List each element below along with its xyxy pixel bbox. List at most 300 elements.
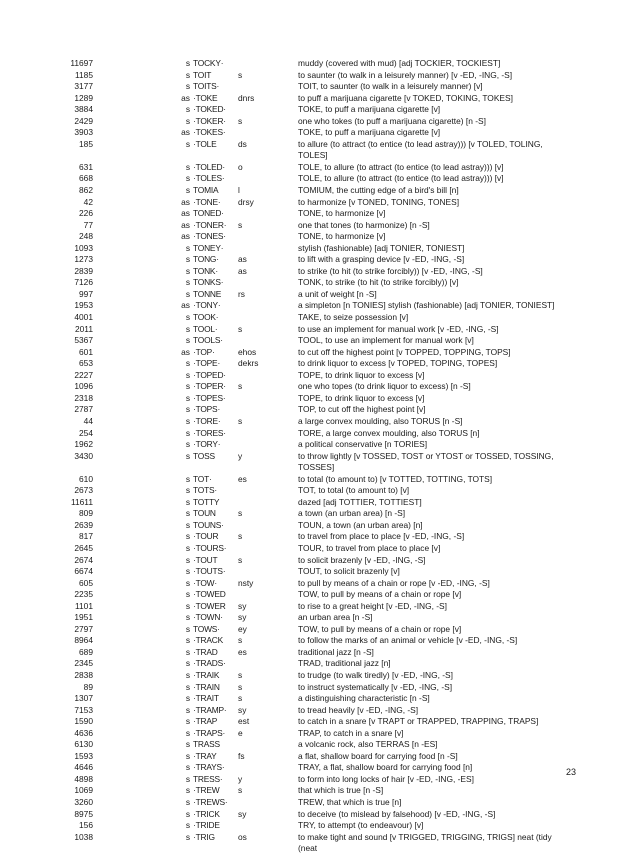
entry-count: 1093 bbox=[74, 242, 93, 253]
entry-tag: s bbox=[185, 115, 190, 126]
entry-extensions: fs bbox=[238, 750, 245, 761]
entry-count: 42 bbox=[83, 196, 93, 207]
list-item bbox=[0, 173, 638, 185]
entry-definition: TORE, a large convex moulding, also TORUS [n] bbox=[298, 427, 480, 438]
entry-word: ·TRAMP· bbox=[193, 704, 227, 715]
entry-count: 1038 bbox=[74, 831, 93, 842]
entry-definition: a distinguishing characteristic [n -S] bbox=[298, 693, 430, 704]
entry-tag: s bbox=[185, 323, 190, 334]
entry-word: TOOLS· bbox=[193, 335, 223, 346]
entry-word: TOT· bbox=[193, 473, 212, 484]
entry-tag: s bbox=[185, 739, 190, 750]
entry-count: 2838 bbox=[74, 669, 93, 680]
entry-extensions: rs bbox=[238, 288, 245, 299]
entry-word: TOUNS· bbox=[193, 519, 224, 530]
entry-word: TONEY· bbox=[193, 242, 224, 253]
entry-word: ·TOURS· bbox=[193, 542, 227, 553]
list-item bbox=[0, 439, 638, 451]
list-item bbox=[0, 416, 638, 428]
list-item bbox=[0, 381, 638, 393]
entry-count: 817 bbox=[79, 531, 93, 542]
entry-definition: TOLE, to allure (to attract (to entice (to lead astray))) [v] bbox=[298, 173, 504, 184]
entry-word: ·TOPS· bbox=[193, 404, 221, 415]
entry-tag: s bbox=[185, 762, 190, 773]
entry-count: 668 bbox=[79, 173, 93, 184]
entry-count: 4646 bbox=[74, 762, 93, 773]
entry-count: 3430 bbox=[74, 450, 93, 461]
entry-word: TRASS bbox=[193, 739, 220, 750]
entry-definition: to use an implement for manual work [v -ED, -ING, -S] bbox=[298, 323, 499, 334]
entry-count: 809 bbox=[79, 508, 93, 519]
entry-word: ·TREW bbox=[193, 785, 220, 796]
list-item bbox=[0, 601, 638, 613]
entry-count: 4001 bbox=[74, 312, 93, 323]
entry-definition: to make tight and sound [v TRIGGED, TRIGGING, TRIGS] neat (tidy (neat bbox=[298, 831, 552, 854]
entry-count: 185 bbox=[79, 138, 93, 149]
entry-word: ·TONES· bbox=[193, 231, 226, 242]
list-item bbox=[0, 809, 638, 821]
entry-definition: TONK, to strike (to hit (to strike forcibly)) [v] bbox=[298, 277, 459, 288]
entry-word: TONG· bbox=[193, 254, 219, 265]
entry-count: 1590 bbox=[74, 716, 93, 727]
entry-word: TONNE bbox=[193, 288, 222, 299]
list-item bbox=[0, 635, 638, 647]
entry-tag: s bbox=[185, 508, 190, 519]
entry-word: ·TRAIK bbox=[193, 669, 220, 680]
entry-count: 1962 bbox=[74, 439, 93, 450]
entry-tag: s bbox=[185, 288, 190, 299]
entry-tag: s bbox=[185, 531, 190, 542]
entry-count: 1101 bbox=[74, 600, 93, 611]
entry-definition: TOPE, to drink liquor to excess [v] bbox=[298, 392, 425, 403]
entry-definition: that which is true [n -S] bbox=[298, 785, 384, 796]
entry-extensions: nsty bbox=[238, 577, 254, 588]
entry-word: ·TONE· bbox=[193, 196, 221, 207]
entry-definition: to form into long locks of hair [v -ED, -ING, -ES] bbox=[298, 773, 474, 784]
entry-definition: TRAP, to catch in a snare [v] bbox=[298, 727, 404, 738]
list-item bbox=[0, 716, 638, 728]
entry-word: ·TOLE bbox=[193, 138, 217, 149]
entry-count: 7126 bbox=[74, 277, 93, 288]
entry-tag: s bbox=[185, 369, 190, 380]
entry-word: ·TOPER· bbox=[193, 381, 226, 392]
entry-word: ·TRAYS· bbox=[193, 762, 225, 773]
entry-definition: to strike (to hit (to strike forcibly)) [v -ED, -ING, -S] bbox=[298, 265, 483, 276]
entry-extensions: o bbox=[238, 161, 243, 172]
entry-definition: dazed [adj TOTTIER, TOTTIEST] bbox=[298, 496, 422, 507]
list-item bbox=[0, 624, 638, 636]
entry-count: 2345 bbox=[74, 658, 93, 669]
entry-tag: s bbox=[185, 254, 190, 265]
entry-count: 3177 bbox=[74, 81, 93, 92]
entry-tag: s bbox=[185, 392, 190, 403]
list-item bbox=[0, 208, 638, 220]
entry-tag: s bbox=[185, 600, 190, 611]
word-list bbox=[0, 58, 638, 854]
entry-tag: s bbox=[185, 138, 190, 149]
entry-count: 11697 bbox=[70, 58, 93, 68]
entry-count: 2227 bbox=[74, 369, 93, 380]
list-item bbox=[0, 474, 638, 486]
list-item bbox=[0, 393, 638, 405]
entry-definition: to lift with a grasping device [v -ED, -ING, -S] bbox=[298, 254, 465, 265]
list-item bbox=[0, 485, 638, 497]
list-item bbox=[0, 831, 638, 854]
list-item bbox=[0, 289, 638, 301]
entry-word: ·TRAP bbox=[193, 716, 218, 727]
entry-extensions: s bbox=[238, 693, 243, 704]
entry-word: TOIT bbox=[193, 69, 212, 80]
entry-word: ·TOKES· bbox=[193, 127, 226, 138]
entry-tag: as bbox=[181, 92, 190, 103]
entry-tag: s bbox=[185, 335, 190, 346]
list-item bbox=[0, 300, 638, 312]
entry-word: ·TOPED· bbox=[193, 369, 226, 380]
entry-tag: as bbox=[181, 219, 190, 230]
entry-tag: s bbox=[185, 820, 190, 831]
list-item bbox=[0, 127, 638, 139]
entry-tag: s bbox=[185, 831, 190, 842]
entry-tag: s bbox=[185, 589, 190, 600]
entry-tag: s bbox=[185, 265, 190, 276]
entry-definition: one that tones (to harmonize) [n -S] bbox=[298, 219, 430, 230]
entry-count: 3260 bbox=[74, 797, 93, 807]
entry-extensions: s bbox=[238, 635, 243, 646]
entry-count: 1096 bbox=[74, 381, 93, 392]
entry-definition: to harmonize [v TONED, TONING, TONES] bbox=[298, 196, 460, 207]
entry-extensions: s bbox=[238, 554, 243, 565]
entry-count: 6674 bbox=[74, 566, 93, 577]
entry-extensions: sy bbox=[238, 612, 247, 623]
entry-tag: s bbox=[185, 577, 190, 588]
entry-definition: to drink liquor to excess [v TOPED, TOPING, TOPES] bbox=[298, 358, 498, 369]
entry-word: ·TONER· bbox=[193, 219, 227, 230]
list-item bbox=[0, 347, 638, 359]
entry-count: 8975 bbox=[74, 808, 93, 819]
list-item bbox=[0, 682, 638, 694]
entry-definition: TOKE, to puff a marijuana cigarette [v] bbox=[298, 127, 441, 138]
entry-definition: to saunter (to walk in a leisurely manner) [v -ED, -ING, -S] bbox=[298, 69, 513, 80]
entry-word: ·TRICK bbox=[193, 808, 220, 819]
entry-count: 997 bbox=[79, 288, 93, 299]
entry-tag: s bbox=[185, 161, 190, 172]
entry-definition: to catch in a snare [v TRAPT or TRAPPED, TRAPPING, TRAPS] bbox=[298, 716, 539, 727]
list-item bbox=[0, 335, 638, 347]
list-item bbox=[0, 220, 638, 232]
entry-count: 156 bbox=[79, 820, 93, 831]
list-item bbox=[0, 243, 638, 255]
entry-tag: s bbox=[185, 69, 190, 80]
entry-extensions: es bbox=[238, 646, 247, 657]
list-item bbox=[0, 658, 638, 670]
entry-extensions: s bbox=[238, 69, 243, 80]
entry-word: TOTTY bbox=[193, 496, 220, 507]
entry-count: 2673 bbox=[74, 485, 93, 496]
entry-count: 605 bbox=[79, 577, 93, 588]
entry-tag: s bbox=[185, 173, 190, 184]
entry-definition: TAKE, to seize possession [v] bbox=[298, 312, 409, 323]
entry-count: 2429 bbox=[74, 115, 93, 126]
entry-tag: as bbox=[181, 196, 190, 207]
entry-count: 1185 bbox=[74, 69, 93, 80]
entry-count: 862 bbox=[79, 185, 93, 196]
entry-word: ·TOLES· bbox=[193, 173, 225, 184]
entry-tag: s bbox=[185, 612, 190, 623]
entry-word: TOOL· bbox=[193, 323, 218, 334]
list-item bbox=[0, 358, 638, 370]
list-item bbox=[0, 670, 638, 682]
list-item bbox=[0, 785, 638, 797]
entry-word: ·TOUT bbox=[193, 554, 218, 565]
entry-count: 3884 bbox=[74, 104, 93, 115]
list-item bbox=[0, 370, 638, 382]
entry-count: 8964 bbox=[74, 635, 93, 646]
entry-count: 1951 bbox=[74, 612, 93, 623]
entry-word: ·TRAY bbox=[193, 750, 217, 761]
entry-definition: TOLE, to allure (to attract (to entice (to lead astray))) [v] bbox=[298, 161, 504, 172]
entry-count: 44 bbox=[83, 415, 93, 426]
entry-count: 2645 bbox=[74, 542, 93, 553]
entry-definition: TOT, to total (to amount to) [v] bbox=[298, 485, 410, 496]
entry-word: ·TOLED· bbox=[193, 161, 225, 172]
entry-word: ·TOPES· bbox=[193, 392, 226, 403]
entry-tag: s bbox=[185, 773, 190, 784]
list-item bbox=[0, 277, 638, 289]
entry-definition: to puff a marijuana cigarette [v TOKED, TOKING, TOKES] bbox=[298, 92, 513, 103]
entry-tag: as bbox=[181, 127, 190, 138]
entry-extensions: s bbox=[238, 531, 243, 542]
entry-word: TOWS· bbox=[193, 623, 220, 634]
entry-count: 2797 bbox=[74, 623, 93, 634]
entry-definition: TONE, to harmonize [v] bbox=[298, 208, 386, 219]
entry-tag: s bbox=[185, 81, 190, 92]
entry-extensions: s bbox=[238, 681, 243, 692]
entry-word: TRESS· bbox=[193, 773, 223, 784]
entry-word: ·TORE· bbox=[193, 415, 221, 426]
list-item bbox=[0, 451, 638, 474]
entry-tag: s bbox=[185, 646, 190, 657]
entry-definition: TREW, that which is true [n] bbox=[298, 797, 402, 807]
entry-definition: an urban area [n -S] bbox=[298, 612, 373, 623]
list-item bbox=[0, 705, 638, 717]
list-item bbox=[0, 578, 638, 590]
entry-tag: s bbox=[185, 312, 190, 323]
list-item bbox=[0, 728, 638, 740]
entry-tag: s bbox=[185, 669, 190, 680]
entry-extensions: y bbox=[238, 450, 243, 461]
entry-count: 653 bbox=[79, 358, 93, 369]
list-item bbox=[0, 555, 638, 567]
entry-extensions: as bbox=[238, 265, 247, 276]
entry-count: 1593 bbox=[74, 750, 93, 761]
entry-count: 3903 bbox=[74, 127, 93, 138]
list-item bbox=[0, 566, 638, 578]
entry-definition: to allure (to attract (to entice (to lead astray))) [v TOLED, TOLING, TOLES] bbox=[298, 138, 543, 161]
entry-definition: TOPE, to drink liquor to excess [v] bbox=[298, 369, 425, 380]
list-item bbox=[0, 162, 638, 174]
entry-count: 689 bbox=[79, 646, 93, 657]
entry-count: 6130 bbox=[74, 739, 93, 750]
entry-definition: TOMIUM, the cutting edge of a bird's bill [n] bbox=[298, 185, 459, 196]
list-item bbox=[0, 197, 638, 209]
entry-definition: TOW, to pull by means of a chain or rope [v] bbox=[298, 589, 462, 600]
entry-count: 77 bbox=[83, 219, 93, 230]
entry-tag: as bbox=[181, 231, 190, 242]
entry-definition: TOIT, to saunter (to walk in a leisurely manner) [v] bbox=[298, 81, 483, 92]
entry-word: TOMIA bbox=[193, 185, 219, 196]
entry-extensions: ey bbox=[238, 623, 247, 634]
entry-count: 2639 bbox=[74, 519, 93, 530]
entry-word: ·TOUTS· bbox=[193, 566, 226, 577]
entry-definition: a unit of weight [n -S] bbox=[298, 288, 377, 299]
entry-definition: TOKE, to puff a marijuana cigarette [v] bbox=[298, 104, 441, 115]
entry-count: 226 bbox=[79, 208, 93, 219]
entry-extensions: os bbox=[238, 831, 247, 842]
entry-tag: s bbox=[185, 785, 190, 796]
entry-word: TOUN bbox=[193, 508, 216, 519]
entry-extensions: s bbox=[238, 381, 243, 392]
entry-tag: s bbox=[185, 635, 190, 646]
entry-tag: s bbox=[185, 623, 190, 634]
entry-tag: s bbox=[185, 242, 190, 253]
entry-word: ·TOW· bbox=[193, 577, 217, 588]
entry-tag: s bbox=[185, 415, 190, 426]
entry-extensions: es bbox=[238, 473, 247, 484]
entry-definition: muddy (covered with mud) [adj TOCKIER, TOCKIEST] bbox=[298, 58, 501, 68]
entry-word: ·TORY· bbox=[193, 439, 221, 450]
entry-tag: s bbox=[185, 519, 190, 530]
entry-definition: TOUT, to solicit brazenly [v] bbox=[298, 566, 400, 577]
entry-definition: one who tokes (to puff a marijuana cigarette) [n -S] bbox=[298, 115, 486, 126]
entry-word: TOITS· bbox=[193, 81, 220, 92]
entry-definition: TOW, to pull by means of a chain or rope [v] bbox=[298, 623, 462, 634]
entry-extensions: est bbox=[238, 716, 250, 727]
entry-count: 1069 bbox=[74, 785, 93, 796]
list-item bbox=[0, 185, 638, 197]
entry-definition: TRY, to attempt (to endeavour) [v] bbox=[298, 820, 424, 831]
entry-definition: one who topes (to drink liquor to excess) [n -S] bbox=[298, 381, 471, 392]
entry-count: 4898 bbox=[74, 773, 93, 784]
entry-word: ·TOWN· bbox=[193, 612, 223, 623]
entry-tag: s bbox=[185, 693, 190, 704]
entry-tag: s bbox=[185, 277, 190, 288]
entry-extensions: s bbox=[238, 508, 243, 519]
entry-word: ·TOKER· bbox=[193, 115, 226, 126]
entry-extensions: ds bbox=[238, 138, 247, 149]
entry-definition: to cut off the highest point [v TOPPED, TOPPING, TOPS] bbox=[298, 346, 511, 357]
entry-extensions: sy bbox=[238, 704, 247, 715]
entry-tag: s bbox=[185, 554, 190, 565]
entry-count: 248 bbox=[79, 231, 93, 242]
entry-tag: s bbox=[185, 681, 190, 692]
entry-definition: a simpleton [n TONIES] stylish (fashionable) [adj TONIER, TONIEST] bbox=[298, 300, 555, 311]
entry-word: ·TRAIN bbox=[193, 681, 220, 692]
entry-tag: s bbox=[185, 404, 190, 415]
entry-definition: TOUR, to travel from place to place [v] bbox=[298, 542, 441, 553]
entry-word: ·TRADS· bbox=[193, 658, 226, 669]
entry-definition: TONE, to harmonize [v] bbox=[298, 231, 386, 242]
list-item bbox=[0, 266, 638, 278]
list-item bbox=[0, 647, 638, 659]
entry-count: 7153 bbox=[74, 704, 93, 715]
entry-word: TONKS· bbox=[193, 277, 224, 288]
entry-definition: a town (an urban area) [n -S] bbox=[298, 508, 406, 519]
entry-definition: a political conservative [n TORIES] bbox=[298, 439, 428, 450]
entry-tag: s bbox=[185, 450, 190, 461]
entry-definition: to throw lightly [v TOSSED, TOST or YTOST or TOSSED, TOSSING, TOSSES] bbox=[298, 450, 554, 473]
entry-definition: a volcanic rock, also TERRAS [n -ES] bbox=[298, 739, 438, 750]
entry-definition: traditional jazz [n -S] bbox=[298, 646, 374, 657]
entry-definition: to travel from place to place [v -ED, -ING, -S] bbox=[298, 531, 465, 542]
entry-word: ·TOKED· bbox=[193, 104, 226, 115]
list-item bbox=[0, 497, 638, 509]
entry-tag: s bbox=[185, 358, 190, 369]
entry-tag: s bbox=[185, 58, 190, 68]
list-item bbox=[0, 58, 638, 70]
entry-word: ·TOKE bbox=[193, 92, 218, 103]
entry-definition: TOUN, a town (an urban area) [n] bbox=[298, 519, 423, 530]
entry-definition: to rise to a great height [v -ED, -ING, -S] bbox=[298, 600, 447, 611]
page-number: 23 bbox=[565, 767, 576, 777]
list-item bbox=[0, 404, 638, 416]
entry-word: ·TRAD bbox=[193, 646, 218, 657]
entry-count: 1953 bbox=[74, 300, 93, 311]
entry-word: ·TREWS· bbox=[193, 797, 228, 807]
entry-count: 2787 bbox=[74, 404, 93, 415]
entry-definition: a flat, shallow board for carrying food [n -S] bbox=[298, 750, 458, 761]
entry-count: 1307 bbox=[74, 693, 93, 704]
list-item bbox=[0, 751, 638, 763]
entry-word: TOSS bbox=[193, 450, 215, 461]
entry-tag: s bbox=[185, 381, 190, 392]
entry-definition: to follow the marks of an animal or vehicle [v -ED, -ING, -S] bbox=[298, 635, 518, 646]
list-item bbox=[0, 93, 638, 105]
entry-word: ·TOWED bbox=[193, 589, 226, 600]
entry-extensions: dnrs bbox=[238, 92, 255, 103]
list-item bbox=[0, 693, 638, 705]
entry-count: 631 bbox=[79, 161, 93, 172]
entry-tag: s bbox=[185, 542, 190, 553]
entry-tag: s bbox=[185, 496, 190, 507]
entry-tag: s bbox=[185, 727, 190, 738]
entry-extensions: y bbox=[238, 773, 243, 784]
list-item bbox=[0, 428, 638, 440]
entry-extensions: s bbox=[238, 323, 243, 334]
entry-tag: s bbox=[185, 750, 190, 761]
entry-tag: s bbox=[185, 104, 190, 115]
list-item bbox=[0, 81, 638, 93]
entry-extensions: e bbox=[238, 727, 243, 738]
entry-definition: TOP, to cut off the highest point [v] bbox=[298, 404, 426, 415]
entry-word: ·TRAPS· bbox=[193, 727, 226, 738]
list-item bbox=[0, 70, 638, 82]
entry-extensions: s bbox=[238, 115, 243, 126]
entry-extensions: s bbox=[238, 415, 243, 426]
entry-definition: to instruct systematically [v -ED, -ING, -S] bbox=[298, 681, 453, 692]
entry-extensions: dekrs bbox=[238, 358, 259, 369]
entry-count: 4636 bbox=[74, 727, 93, 738]
list-item bbox=[0, 116, 638, 128]
entry-word: ·TOWER bbox=[193, 600, 226, 611]
entry-count: 2318 bbox=[74, 392, 93, 403]
entry-definition: to solicit brazenly [v -ED, -ING, -S] bbox=[298, 554, 426, 565]
entry-extensions: s bbox=[238, 669, 243, 680]
entry-tag: s bbox=[185, 427, 190, 438]
entry-definition: to pull by means of a chain or rope [v -ED, -ING, -S] bbox=[298, 577, 490, 588]
entry-extensions: s bbox=[238, 219, 243, 230]
entry-definition: TRAD, traditional jazz [n] bbox=[298, 658, 391, 669]
list-item bbox=[0, 139, 638, 162]
